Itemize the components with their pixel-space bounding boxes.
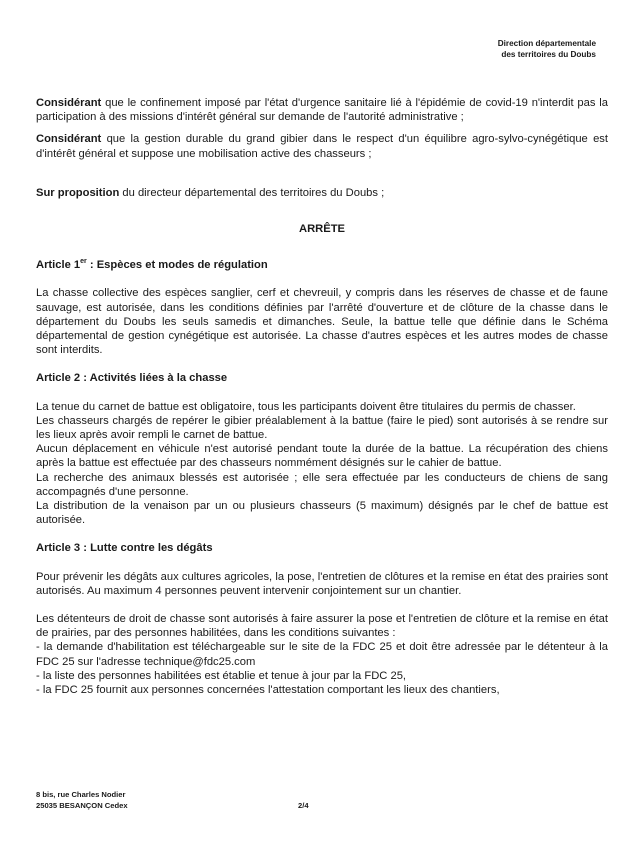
- considerant-text: que le confinement imposé par l'état d'urgence sanitaire lié à l'épidémie de covid-19 n'interdit pas la participation à des missions d'intérêt général sur demande de l'autorité administrative ;: [36, 97, 608, 124]
- article-3-list-item: - la demande d'habilitation est téléchargeable sur le site de la FDC 25 et doit être adressée par le détenteur à la FDC 25 sur l'adresse technique@fdc25.com: [36, 641, 608, 668]
- arrete-title: ARRÊTE: [299, 223, 345, 236]
- article-2-line: La tenue du carnet de battue est obligatoire, tous les participants doivent être titulaires du permis de chasser.: [36, 400, 576, 413]
- article-3-heading: Article 3 : Lutte contre les dégâts: [36, 542, 213, 555]
- article-2-line: Aucun déplacement en véhicule n'est autorisé pendant toute la durée de la battue. La récupération des chiens après la battue est effectuée par des chasseurs nommément désignés sur le cahier de battue.: [36, 443, 608, 470]
- considerant-label: Considérant: [36, 97, 102, 109]
- footer-address-line-1: 8 bis, rue Charles Nodier: [36, 790, 126, 799]
- article-2-body: [36, 400, 608, 528]
- article-3-paragraph-2: Les détenteurs de droit de chasse sont autorisés à faire assurer la pose et l'entretien de clôture et la remise en état de prairies, par des personnes habilitées, dans les conditions suivantes :: [36, 613, 608, 640]
- article-2-heading: Article 2 : Activités liées à la chasse: [36, 372, 228, 385]
- article-3-paragraph-1: Pour prévenir les dégâts aux cultures agricoles, la pose, l'entretien de clôtures et la remise en état des prairies sont autorisés. Au maximum 4 personnes peuvent intervenir conjointement sur un chantier.: [36, 570, 608, 597]
- considerant-2: [36, 132, 608, 160]
- article-2-line: La distribution de la venaison par un ou plusieurs chasseurs (5 maximum) désignés par le chef de battue est autorisée.: [36, 500, 608, 527]
- footer-address-line-2: 25035 BESANÇON Cedex: [36, 800, 128, 810]
- header-line-1: Direction départementale: [497, 39, 596, 48]
- page-number: 2/4: [298, 801, 309, 810]
- article-3-list-item: - la FDC 25 fournit aux personnes concernées l'attestation comportant les lieux des chantiers,: [36, 684, 500, 697]
- header-line-2: des territoires du Doubs: [501, 50, 596, 59]
- footer-address: [36, 790, 128, 811]
- document-body: [36, 96, 608, 697]
- considerant-label: Considérant: [36, 133, 102, 146]
- article-1-sup: er: [80, 258, 87, 266]
- article-3-list-item: - la liste des personnes habilitées est établie et tenue à jour par la FDC 25,: [36, 669, 407, 682]
- considerant-text: que la gestion durable du grand gibier dans le respect d'un équilibre agro-sylvo-cynégétique est d'intérêt général et suppose une mobilisation active des chasseurs ;: [36, 133, 608, 160]
- article-1-prefix: Article 1: [36, 259, 81, 272]
- article-2-line: La recherche des animaux blessés est autorisée ; elle sera effectuée par les conducteurs de chiens de sang accompagnés d'une personne.: [36, 471, 608, 498]
- article-2-line: Les chasseurs chargés de repérer le gibier préalablement à la battue (faire le pied) sont autorisés à se rendre sur les lieux après avoir rempli le carnet de battue.: [36, 414, 608, 442]
- proposition-text: du directeur départemental des territoires du Doubs ;: [119, 186, 385, 199]
- proposition-label: Sur proposition: [36, 186, 120, 199]
- article-1-body: La chasse collective des espèces sanglier, cerf et chevreuil, y compris dans les réserves de chasse et de faune sauvage, est autorisée, dans les conditions définies par l'arrêté d'ouverture et de clôture de la chasse dans le département du Doubs les seuls samedis et dimanches. Seule, la battue telle que définie dans le Schéma départemental de gestion cynégétique est autorisée. La chasse d'autres espèces et les autres modes de chasse sont interdits.: [36, 287, 608, 357]
- considerant-1: [36, 96, 608, 124]
- proposition: [36, 186, 608, 200]
- document-header: [498, 38, 596, 60]
- article-1-heading: [36, 258, 608, 272]
- article-1-title: : Espèces et modes de régulation: [86, 259, 268, 272]
